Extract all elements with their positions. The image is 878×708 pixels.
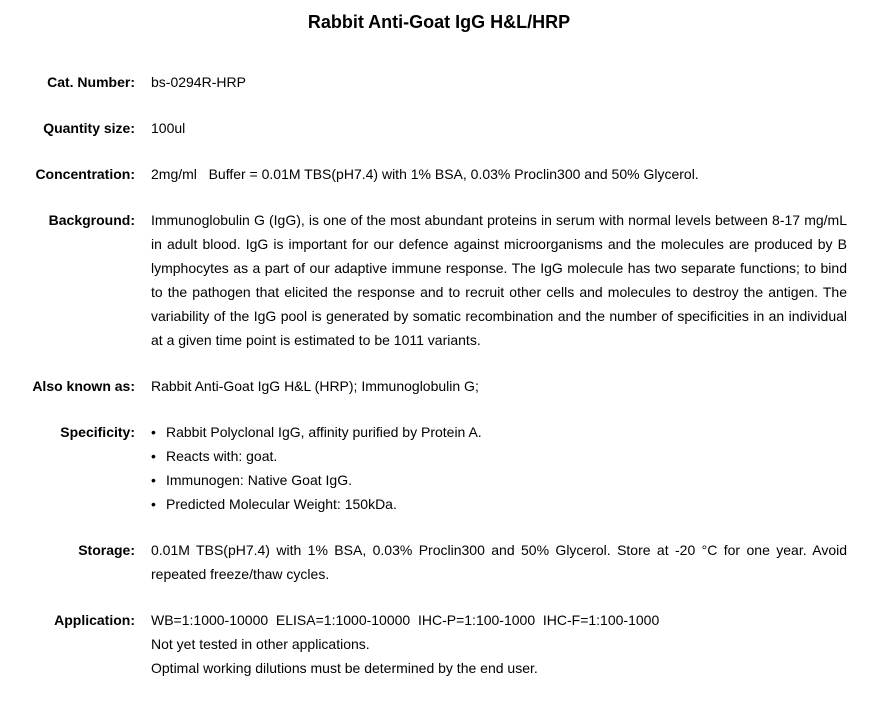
- specificity-item-text: Rabbit Polyclonal IgG, affinity purified by Protein A.: [166, 424, 482, 440]
- concentration-label: Concentration:: [35, 166, 135, 182]
- application-value: [151, 608, 847, 680]
- application-disclaimer-line: Optimal working dilutions must be determined by the end user.: [151, 660, 538, 676]
- background-value: Immunoglobulin G (IgG), is one of the most abundant proteins in serum with normal levels between 8-17 mg/mL in adult blood. IgG is important for our defence against microorganisms and the molecules are produced by B lymphocytes as a part of our adaptive immune response. The IgG molecule has two separate functions; to bind to the pathogen that elicited the response and to recruit other cells and molecules to destroy the antigen. The variability of the IgG pool is generated by somatic recombination and the number of specificities in an individual at a given time point is estimated to be 1011 variants.: [151, 212, 847, 348]
- storage-value: 0.01M TBS(pH7.4) with 1% BSA, 0.03% Proclin300 and 50% Glycerol. Store at -20 °C for one year. Avoid repeated freeze/thaw cycles.: [151, 542, 847, 582]
- field-row-background: [0, 208, 878, 352]
- specificity-item-text: Immunogen: Native Goat IgG.: [166, 472, 352, 488]
- field-row-also-known-as: [0, 374, 878, 398]
- also-known-as-value: Rabbit Anti-Goat IgG H&L (HRP); Immunoglobulin G;: [151, 378, 479, 394]
- field-row-storage: [0, 538, 878, 586]
- storage-label: Storage:: [78, 542, 135, 558]
- field-row-application: [0, 608, 878, 680]
- field-row-specificity: [0, 420, 878, 516]
- bullet-icon: •: [151, 472, 156, 488]
- specificity-label: Specificity:: [60, 424, 135, 440]
- also-known-as-label: Also known as:: [32, 378, 135, 394]
- bullet-icon: •: [151, 448, 156, 464]
- list-item: [151, 468, 847, 492]
- specificity-value: [151, 420, 847, 516]
- application-dilutions-line: WB=1:1000-10000 ELISA=1:1000-10000 IHC-P=1:100-1000 IHC-F=1:100-1000: [151, 612, 660, 628]
- quantity-size-label: Quantity size:: [43, 120, 135, 136]
- bullet-icon: •: [151, 496, 156, 512]
- list-item: [151, 420, 847, 444]
- application-label: Application:: [54, 612, 135, 628]
- field-row-concentration: [0, 162, 878, 186]
- specificity-list: [151, 420, 847, 516]
- field-row-quantity-size: [0, 116, 878, 140]
- concentration-value: 2mg/ml Buffer = 0.01M TBS(pH7.4) with 1% BSA, 0.03% Proclin300 and 50% Glycerol.: [151, 166, 699, 182]
- specificity-item-text: Reacts with: goat.: [166, 448, 278, 464]
- application-note-line: Not yet tested in other applications.: [151, 636, 370, 652]
- field-row-cat-number: [0, 70, 878, 94]
- cat-number-label: Cat. Number:: [47, 74, 135, 90]
- list-item: [151, 492, 847, 516]
- cat-number-value: bs-0294R-HRP: [151, 74, 246, 90]
- list-item: [151, 444, 847, 468]
- background-label: Background:: [48, 212, 135, 228]
- specificity-item-text: Predicted Molecular Weight: 150kDa.: [166, 496, 397, 512]
- quantity-size-value: 100ul: [151, 120, 186, 136]
- bullet-icon: •: [151, 424, 156, 440]
- page-title: Rabbit Anti-Goat IgG H&L/HRP: [307, 12, 571, 32]
